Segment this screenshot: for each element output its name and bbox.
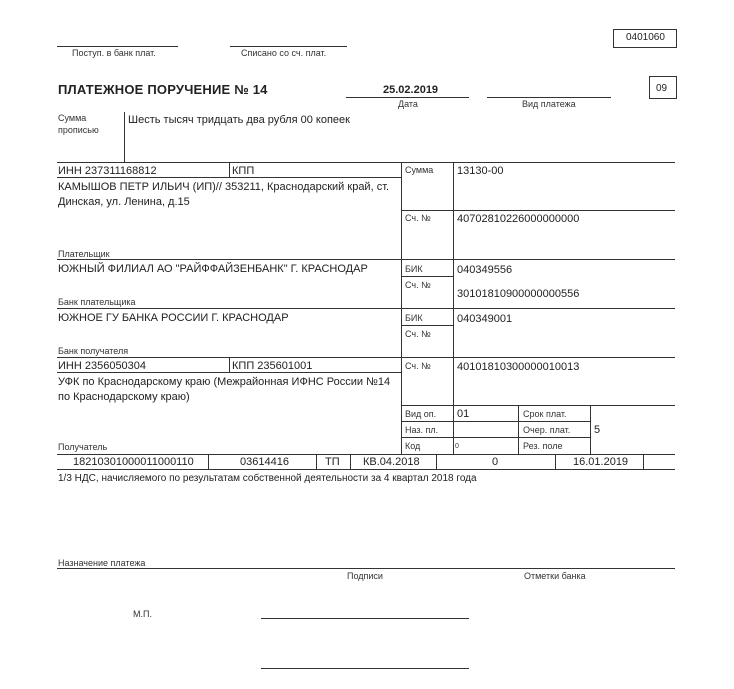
date-label: Дата (398, 99, 418, 109)
date-line (346, 97, 469, 98)
payer-label: Плательщик (58, 249, 110, 259)
priority-value: 5 (594, 424, 601, 436)
amount-value: 13130-00 (457, 165, 504, 177)
stamp-label: М.П. (133, 609, 152, 619)
grid-line-recipient-bank (57, 357, 675, 358)
debited-label: Списано со сч. плат. (241, 48, 327, 58)
recipient-name-line1: УФК по Краснодарскому краю (Межрайонная ИФНС России №14 (58, 376, 391, 388)
payment-type-label: Вид платежа (522, 99, 576, 109)
recipient-bik: 040349001 (457, 313, 513, 325)
bank-marks-label: Отметки банка (524, 571, 586, 581)
grid-line-tax-bottom (57, 469, 675, 470)
grid-line-bik2 (401, 325, 453, 326)
tax-div-3 (350, 454, 351, 469)
amount-words-divider (124, 112, 125, 162)
debited-line (230, 46, 347, 47)
signature-line-2 (261, 668, 469, 669)
payer-corr-label: Сч. № (405, 280, 431, 290)
grid-line-payer (57, 259, 675, 260)
tax-div-1 (208, 454, 209, 469)
payer-bank-name: ЮЖНЫЙ ФИЛИАЛ АО "РАЙФФАЙЗЕНБАНК" Г. КРАСНОДАР (58, 263, 368, 275)
recipient-corr-label: Сч. № (405, 329, 431, 339)
amount-words-label-1: Сумма (58, 113, 87, 123)
payer-bank-label: Банк плательщика (58, 297, 136, 307)
recipient-bank-label: Банк получателя (58, 346, 129, 356)
amount-label: Сумма (405, 165, 434, 175)
tax-doc-date: 16.01.2019 (573, 456, 629, 468)
recipient-bank-name: ЮЖНОЕ ГУ БАНКА РОССИИ Г. КРАСНОДАР (58, 312, 289, 324)
tax-div-6 (643, 454, 644, 469)
op-type: 01 (457, 408, 470, 420)
tax-doc-num: 0 (492, 456, 499, 468)
payer-corr-account: 30101810900000000556 (457, 288, 580, 300)
received-line (57, 46, 178, 47)
signatures-label: Подписи (347, 571, 383, 581)
payer-name-line2: Динская, ул. Ленина, д.15 (58, 196, 190, 208)
reserve-label: Рез. поле (523, 441, 563, 451)
recipient-account: 40101810300000010013 (457, 361, 580, 373)
grid-line-op1 (401, 421, 590, 422)
grid-line-tax-top (57, 454, 675, 455)
grid-op-divider-right (590, 405, 591, 454)
priority-label: Очер. плат. (523, 425, 571, 435)
purpose-line (57, 568, 675, 569)
tax-period: КВ.04.2018 (363, 456, 420, 468)
payer-name-line1: КАМЫШОВ ПЕТР ИЛЬИЧ (ИП)// 353211, Краснодарский край, ст. (58, 181, 390, 193)
op-type-label: Вид оп. (405, 409, 437, 419)
tax-oktmo: 03614416 (240, 456, 289, 468)
status-code: 09 (656, 83, 668, 94)
signature-line-1 (261, 618, 469, 619)
grid-line-recipient-account (401, 405, 675, 406)
grid-line-bik1 (401, 276, 453, 277)
purpose-code-label: Наз. пл. (405, 425, 439, 435)
grid-line-top (57, 162, 675, 163)
grid-line-payer-bank (57, 308, 675, 309)
received-label: Поступ. в банк плат. (72, 48, 156, 58)
code-value: 0 (455, 443, 459, 450)
form-code: 0401060 (626, 32, 665, 43)
tax-div-5 (555, 454, 556, 469)
purpose-label: Назначение платежа (58, 558, 146, 568)
amount-words-label-2: прописью (58, 125, 99, 135)
due-date-label: Срок плат. (523, 409, 567, 419)
grid-line-recipient-inn (57, 372, 401, 373)
document-date: 25.02.2019 (383, 84, 439, 96)
recipient-inn-divider (229, 357, 230, 372)
grid-line-inn-row (57, 177, 401, 178)
grid-line-op2 (401, 437, 590, 438)
grid-line-amount (401, 210, 675, 211)
tax-div-2 (316, 454, 317, 469)
recipient-bik-label: БИК (405, 313, 423, 323)
recipient-label: Получатель (58, 442, 108, 452)
payment-purpose: 1/3 НДС, начисляемого по результатам собственной деятельности за 4 квартал 2018 года (58, 473, 477, 484)
payer-bik-label: БИК (405, 264, 423, 274)
amount-words: Шесть тысяч тридцать два рубля 00 копеек (128, 114, 350, 126)
payment-type-line (487, 97, 611, 98)
tax-kbk: 18210301000011000110 (73, 456, 194, 468)
payer-bik: 040349556 (457, 264, 513, 276)
payer-account-label: Сч. № (405, 213, 431, 223)
document-title: ПЛАТЕЖНОЕ ПОРУЧЕНИЕ № 14 (58, 82, 268, 97)
payer-inn-divider (229, 162, 230, 177)
tax-div-4 (436, 454, 437, 469)
payer-account: 40702810226000000000 (457, 213, 580, 225)
recipient-inn: ИНН 2356050304 (58, 360, 147, 372)
tax-basis: ТП (325, 456, 340, 468)
payer-kpp: КПП (232, 165, 255, 177)
grid-op-divider (518, 405, 519, 454)
payer-inn: ИНН 237311168812 (58, 165, 157, 177)
code-label: Код (405, 441, 421, 451)
recipient-kpp: КПП 235601001 (232, 360, 313, 372)
recipient-account-label: Сч. № (405, 361, 431, 371)
recipient-name-line2: по Краснодарскому краю) (58, 391, 190, 403)
